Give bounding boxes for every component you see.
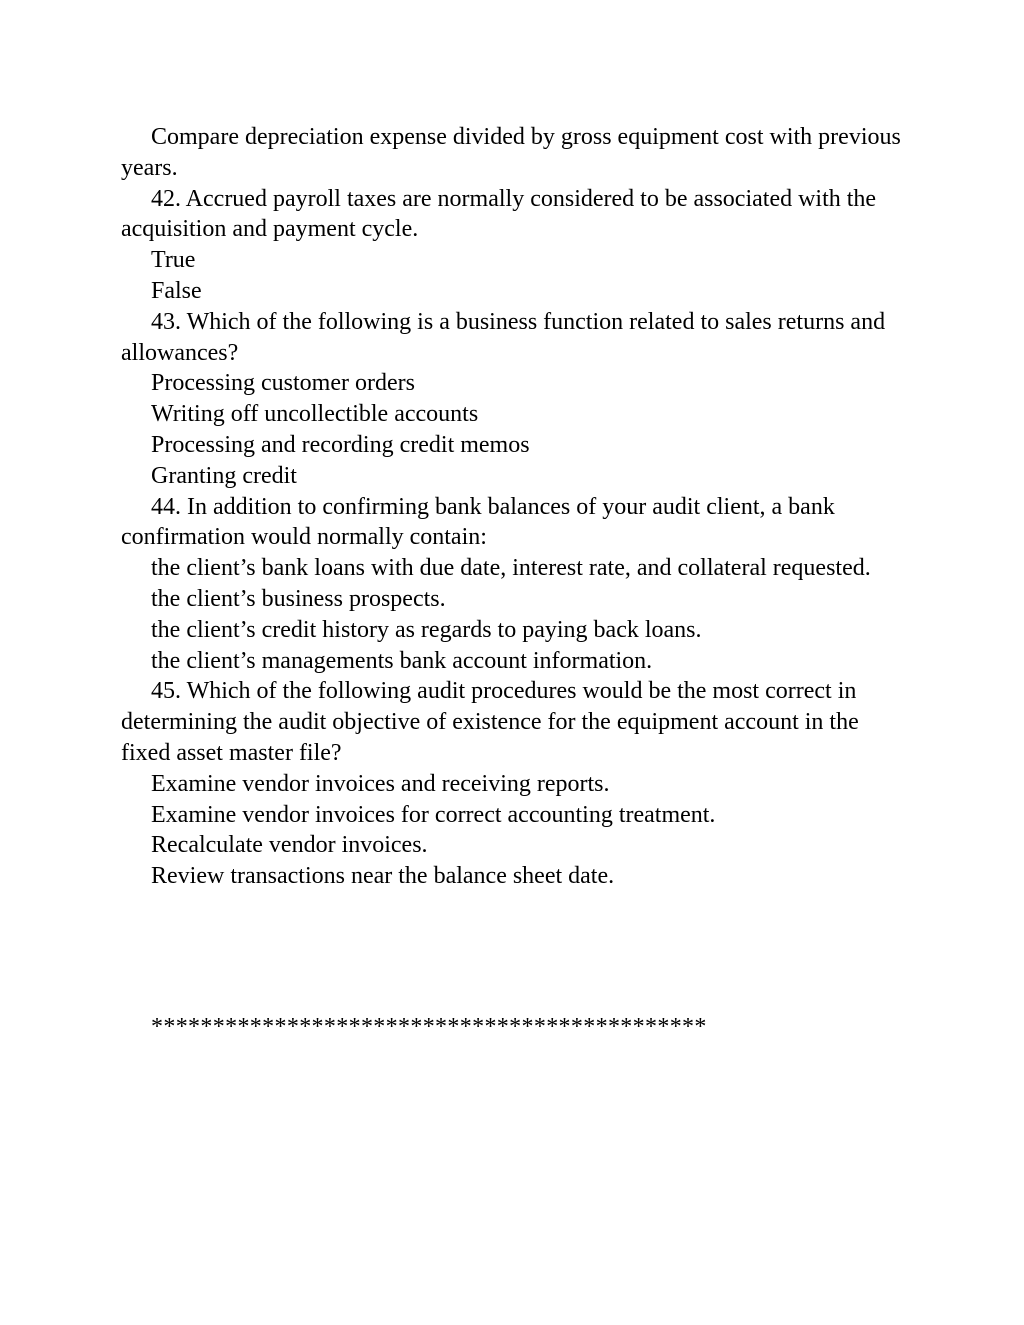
question-44: 44. In addition to confirming bank balances of your audit client, a bank confirmation would normally contain: xyxy=(121,493,835,551)
question-45: 45. Which of the following audit procedures would be the most correct in determining the audit objective of existence for the equipment account in the fixed asset master file? xyxy=(121,678,859,766)
answer-option-management-accounts: the client’s managements bank account information. xyxy=(151,647,653,674)
answer-option-false: False xyxy=(151,277,202,304)
answer-option-invoices-receiving-reports: Examine vendor invoices and receiving reports. xyxy=(151,770,610,797)
question-43: 43. Which of the following is a business function related to sales returns and allowances? xyxy=(121,308,886,366)
answer-option-review-transactions: Review transactions near the balance sheet date. xyxy=(151,863,615,890)
answer-option-credit-memos: Processing and recording credit memos xyxy=(151,431,530,458)
answer-option-credit-history: the client’s credit history as regards to paying back loans. xyxy=(151,616,702,643)
answer-option-business-prospects: the client’s business prospects. xyxy=(151,585,446,612)
answer-option-writing-off-accounts: Writing off uncollectible accounts xyxy=(151,401,479,428)
answer-option-recalculate-invoices: Recalculate vendor invoices. xyxy=(151,832,428,859)
question-42: 42. Accrued payroll taxes are normally considered to be associated with the acquisition and payment cycle. xyxy=(121,185,877,243)
answer-option-true: True xyxy=(151,247,196,274)
document-body xyxy=(121,122,911,892)
asterisk-separator: ********************************************* xyxy=(151,1014,707,1040)
answer-option-depreciation-ratio: Compare depreciation expense divided by gross equipment cost with previous years. xyxy=(121,124,901,181)
answer-option-bank-loans: the client’s bank loans with due date, interest rate, and collateral requested. xyxy=(151,555,871,582)
answer-option-granting-credit: Granting credit xyxy=(151,462,297,489)
answer-option-processing-customer-orders: Processing customer orders xyxy=(151,370,415,397)
answer-option-invoices-accounting-treatment: Examine vendor invoices for correct accounting treatment. xyxy=(151,801,716,828)
